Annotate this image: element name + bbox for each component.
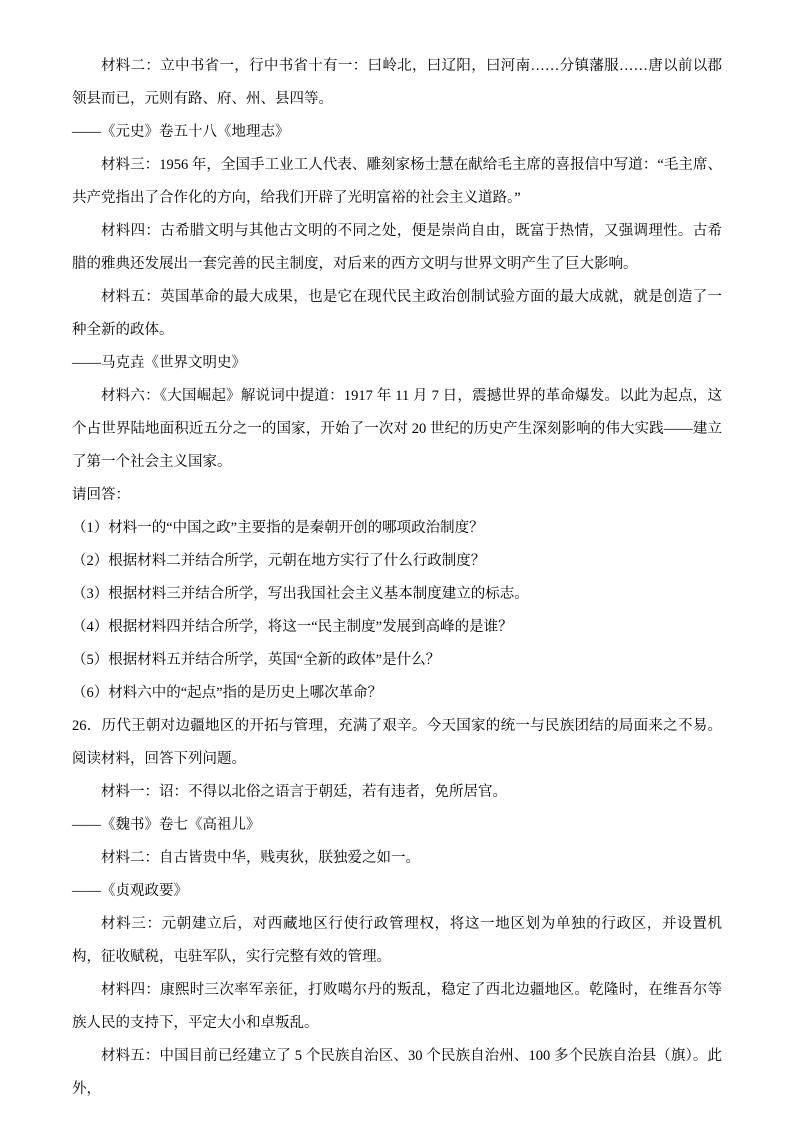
citation-weishu: ——《魏书》卷七《高祖儿》 [72,817,261,833]
material-6-paragraph: 材料六：《大国崛起》解说词中提道：1917 年 11 月 7 日，震撼世界的革命爆发。以此为起点，这个占世界陆地面积近五分之一的国家，开始了一次对 20 世纪的历史产生深刻影响的伟大实践——建立了第一个社会主义国家。 [72,388,722,470]
question-3: （3）根据材料三并结合所学，写出我国社会主义基本制度建立的标志。 [72,586,529,602]
please-answer-label: 请回答： [72,487,130,503]
q26-material-4-paragraph: 材料四：康熙时三次率军亲征，打败噶尔丹的叛乱，稳定了西北边疆地区。乾隆时，在维吾尔等族人民的支持下，平定大小和卓叛乱。 [72,982,722,1031]
q26-material-1-paragraph: 材料一：诏：不得以北俗之语言于朝廷，若有违者，免所居官。 [101,784,507,800]
q26-material-3-paragraph: 材料三：元朝建立后，对西藏地区行使行政管理权，将这一地区划为单独的行政区，并设置机构，征收赋税，屯驻军队，实行完整有效的管理。 [72,916,722,965]
citation-yuanshi: ——《元史》卷五十八《地理志》 [72,124,290,140]
q26-material-5-paragraph: 材料五：中国目前已经建立了 5 个民族自治区、30 个民族自治州、100 多个民族自治县（旗）。此外， [72,1048,722,1097]
question-5: （5）根据材料五并结合所学，英国“全新的政体”是什么？ [72,652,441,668]
question-2: （2）根据材料二并结合所学，元朝在地方实行了什么行政制度？ [72,553,486,569]
question-6: （6）材料六中的“起点”指的是历史上哪次革命？ [72,685,383,701]
q26-material-2-paragraph: 材料二：自古皆贵中华，贱夷狄，朕独爱之如一。 [101,850,420,866]
material-4-paragraph: 材料四：古希腊文明与其他古文明的不同之处，便是崇尚自由，既富于热情，又强调理性。古希腊的雅典还发展出一套完善的民主制度，对后来的西方文明与世界文明产生了巨大影响。 [72,223,722,272]
material-5-paragraph: 材料五：英国革命的最大成果，也是它在现代民主政治创制试验方面的最大成就，就是创造了一种全新的政体。 [72,289,722,338]
citation-zhenguan-zhengyao: ——《贞观政要》 [72,883,188,899]
document-body [72,50,722,1106]
material-3-paragraph: 材料三：1956 年，全国手工业工人代表、雕刻家杨士慧在献给毛主席的喜报信中写道：“毛主席、共产党指出了合作化的方向，给我们开辟了光明富裕的社会主义道路。” [72,157,722,206]
citation-world-civilization: ——马克垚《世界文明史》 [72,355,246,371]
material-2-paragraph: 材料二：立中书省一，行中书省十有一：曰岭北，曰辽阳，曰河南……分镇藩服……唐以前以郡领县而已，元则有路、府、州、县四等。 [72,58,722,107]
question-4: （4）根据材料四并结合所学，将这一“民主制度”发展到高峰的是谁？ [72,619,513,635]
question-1: （1）材料一的“中国之政”主要指的是秦朝开创的哪项政治制度？ [72,520,484,536]
question-26-intro: 26．历代王朝对边疆地区的开拓与管理，充满了艰辛。今天国家的统一与民族团结的局面来之不易。阅读材料，回答下列问题。 [72,718,722,767]
